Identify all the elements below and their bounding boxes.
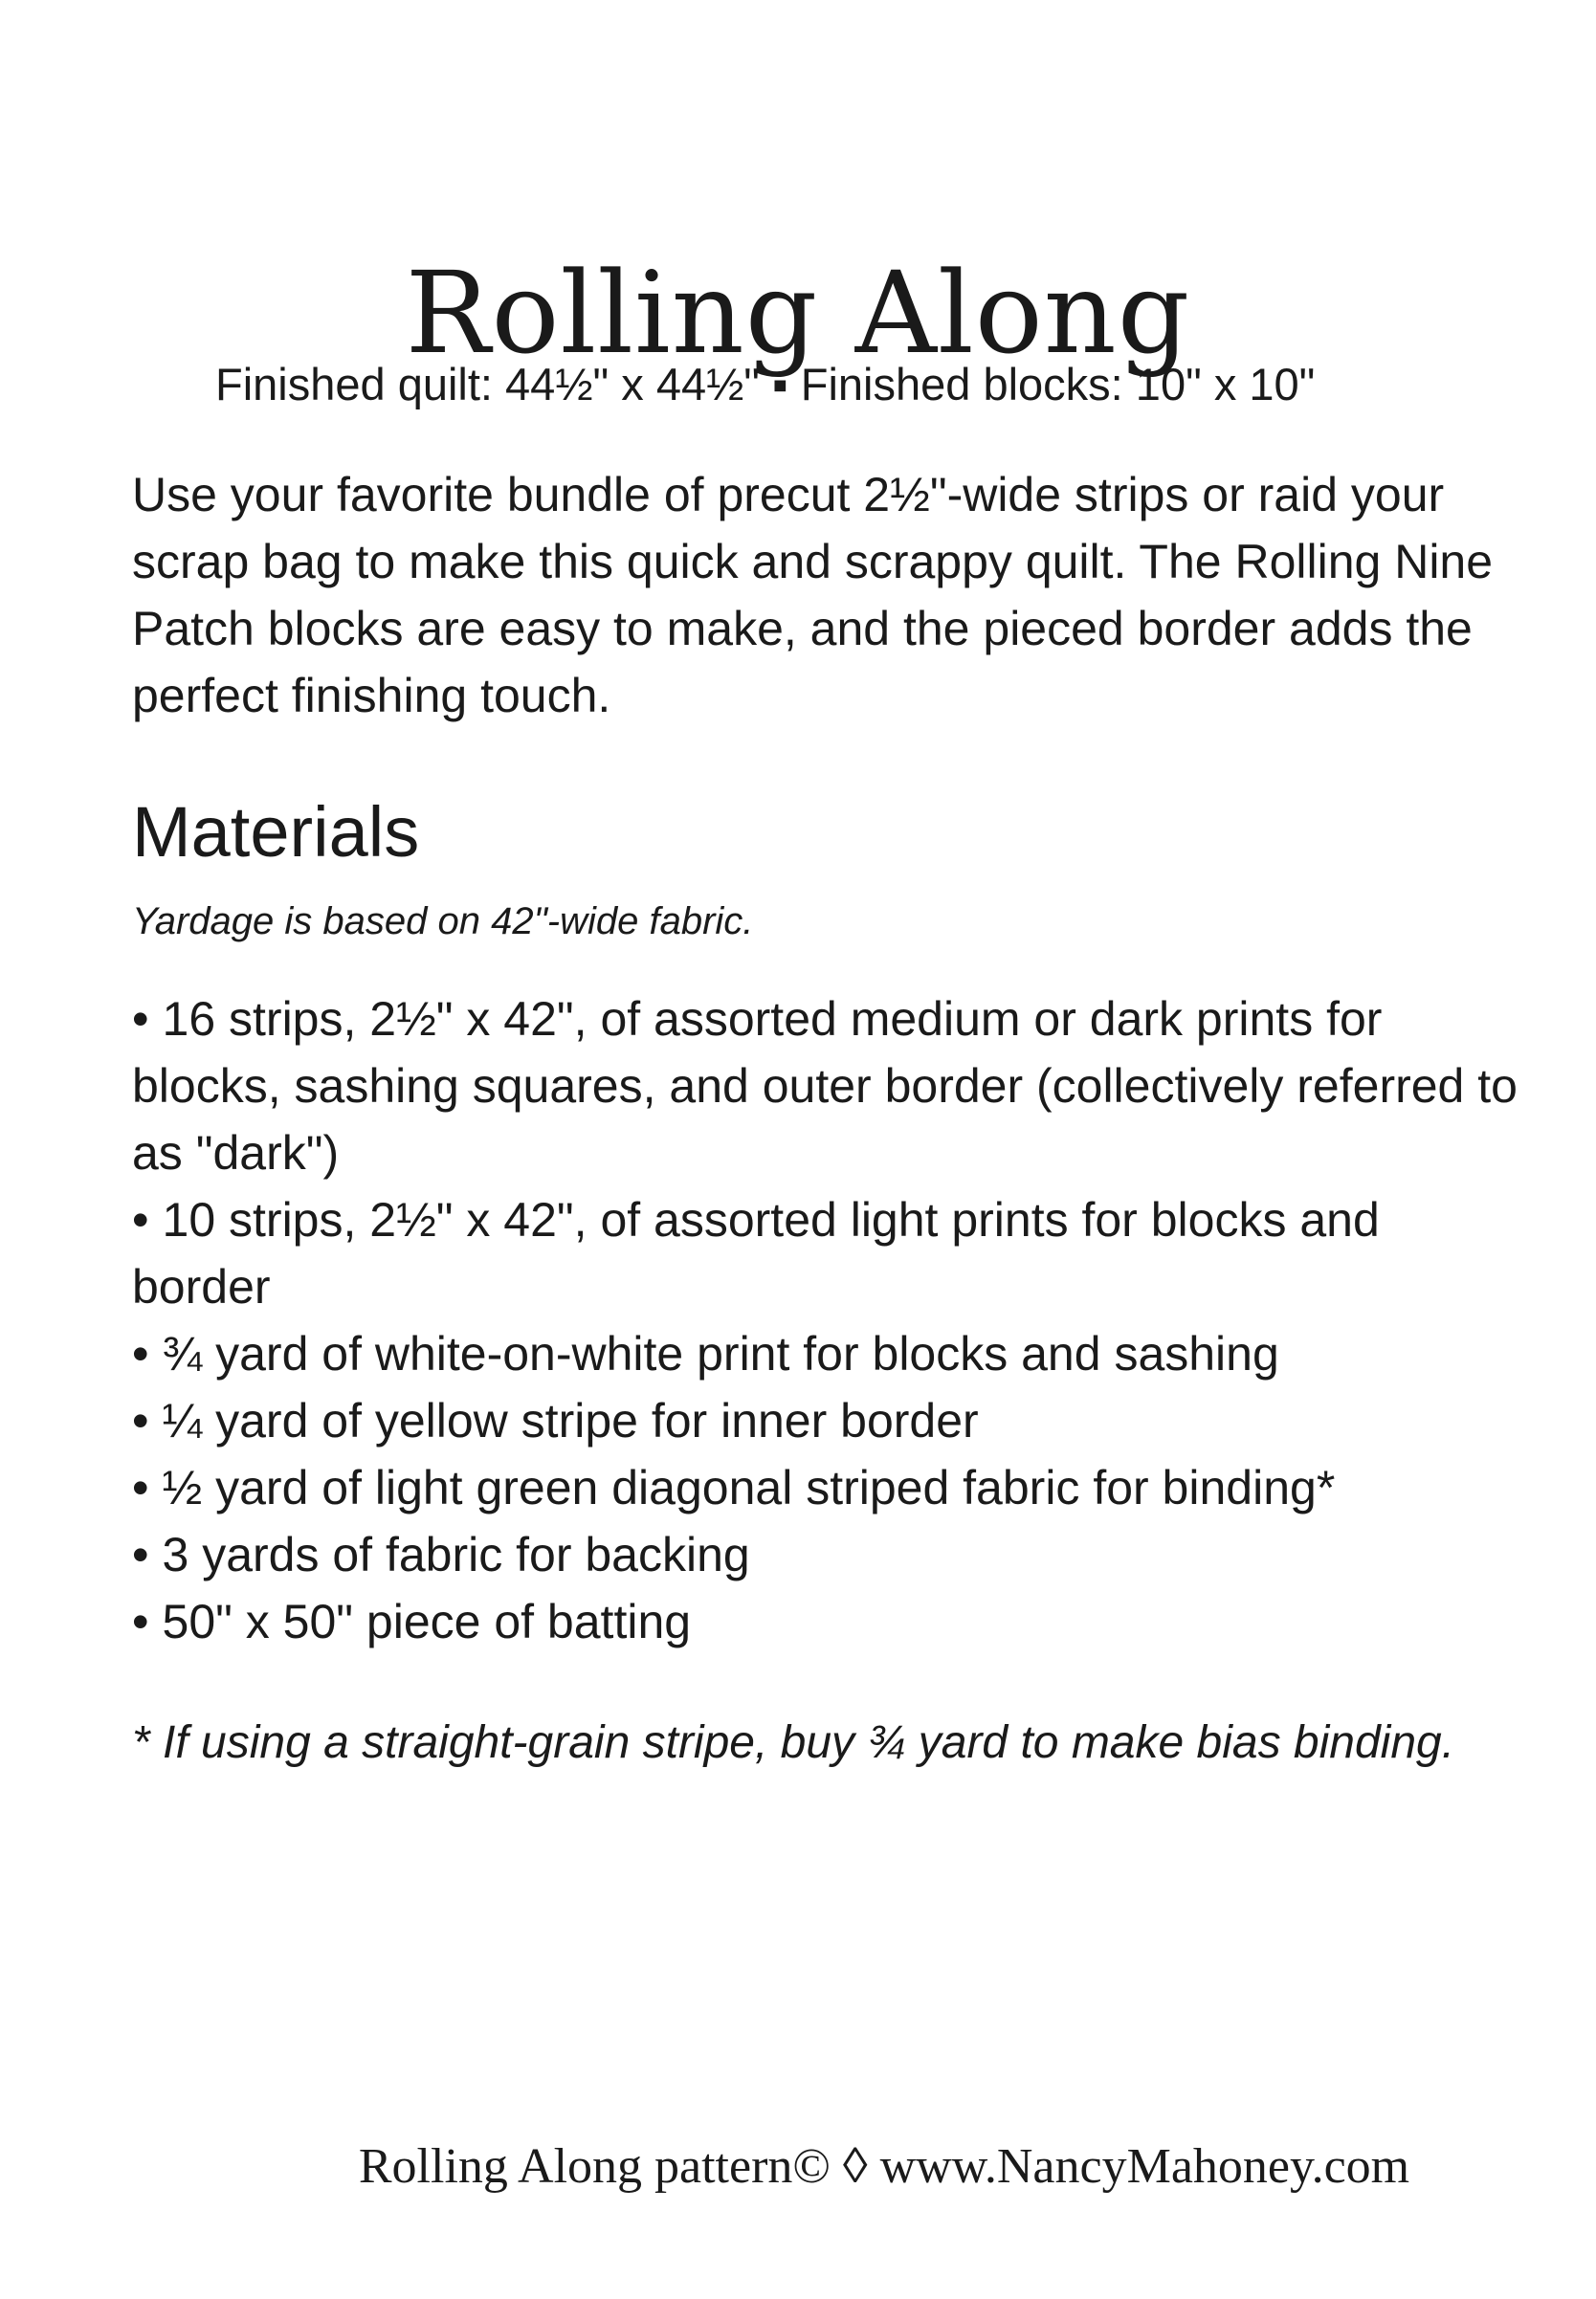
list-item-text: ¾ yard of white-on-white print for blocks and sashing	[162, 1327, 1279, 1381]
list-item	[132, 1387, 1519, 1454]
materials-heading: Materials	[132, 792, 420, 872]
footer-credit: Rolling Along pattern© ◊ www.NancyMahoney.com	[358, 2139, 1410, 2194]
list-item	[132, 1588, 1519, 1655]
list-item-text: 50" x 50" piece of batting	[162, 1595, 692, 1648]
list-item-text: 3 yards of fabric for backing	[162, 1528, 750, 1581]
page-title: Rolling Along	[405, 247, 1191, 380]
list-item-text: ½ yard of light green diagonal striped fabric for binding*	[162, 1461, 1336, 1514]
bullet-icon: •	[132, 1528, 149, 1581]
list-item-text: ¼ yard of yellow stripe for inner border	[162, 1394, 979, 1448]
finished-size-subtitle: Finished quilt: 44½" x 44½" ▪ Finished blocks: 10" x 10"	[215, 359, 1316, 409]
binding-footnote: * If using a straight-grain stripe, buy ¾ yard to make bias binding.	[132, 1717, 1455, 1768]
list-item	[132, 1320, 1519, 1387]
list-item	[132, 1186, 1519, 1320]
bullet-icon: •	[132, 1394, 149, 1448]
list-item	[132, 985, 1519, 1186]
bullet-icon: •	[132, 1193, 149, 1247]
materials-list	[132, 985, 1519, 1655]
list-item-text: 10 strips, 2½" x 42", of assorted light prints for blocks and border	[132, 1193, 1380, 1314]
intro-paragraph: Use your favorite bundle of precut 2½"-wide strips or raid your scrap bag to make this quick and scrappy quilt. The Rolling Nine Patch blocks are easy to make, and the pieced border adds the perfect finishing touch.	[132, 468, 1494, 722]
bullet-icon: •	[132, 1461, 149, 1514]
list-item	[132, 1521, 1519, 1588]
bullet-icon: •	[132, 992, 149, 1046]
bullet-icon: •	[132, 1327, 149, 1381]
list-item	[132, 1454, 1519, 1521]
yardage-note: Yardage is based on 42"-wide fabric.	[132, 900, 754, 942]
list-item-text: 16 strips, 2½" x 42", of assorted medium or dark prints for blocks, sashing squares, and outer border (collectively referred to as "dark")	[132, 992, 1518, 1180]
bullet-icon: •	[132, 1595, 149, 1648]
